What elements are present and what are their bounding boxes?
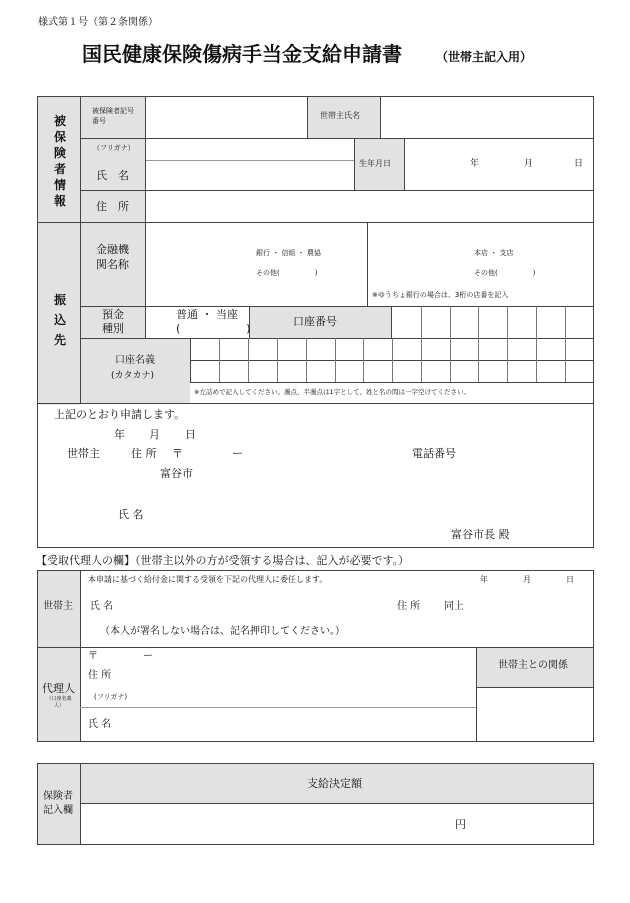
applicant-phone-field[interactable]: [470, 442, 588, 464]
branch-other[interactable]: その他( ): [474, 269, 536, 277]
delegation-day: 日: [566, 575, 574, 584]
household-head-name-field[interactable]: [381, 97, 593, 137]
relation-label: 世帯主との関係: [498, 660, 568, 671]
agent-postal-mark: 〒: [88, 651, 98, 662]
applicant-phone-label: 電話番号: [412, 447, 456, 460]
bank-other[interactable]: その他( ): [256, 269, 318, 277]
insured-number-label: 被保険者記号番号: [92, 107, 134, 125]
delegator-address-same: 同上: [444, 601, 464, 612]
delegator-name-field[interactable]: [130, 596, 380, 618]
furigana-label: （フリガナ）: [93, 144, 135, 152]
applicant-name-label: 氏 名: [118, 508, 144, 521]
agent-name-field[interactable]: [120, 712, 470, 738]
seal-note: （本人が署名しない場合は、記名押印してください。）: [100, 626, 345, 637]
birth-month-unit: 月: [524, 159, 534, 169]
insured-section-label: 被保険者情報: [53, 114, 66, 208]
birth-date-label: 生年月日: [359, 159, 391, 168]
bank-name-label: 金融機関名称: [96, 243, 129, 271]
delegation-month: 月: [523, 575, 531, 584]
agent-furigana-label: (フリガナ): [94, 693, 128, 701]
birth-day-unit: 日: [574, 159, 584, 169]
branch-types[interactable]: 本店 ・ 支店: [474, 249, 514, 257]
form-title: 国民健康保険傷病手当金支給申請書: [82, 42, 402, 66]
agent-sub-label: （口座名義人）: [46, 696, 72, 709]
household-head-name-label: 世帯主氏名: [320, 111, 360, 120]
application-month: 月: [149, 428, 160, 441]
applicant-name-field[interactable]: [160, 500, 360, 526]
amount-label: 支給決定額: [307, 777, 362, 790]
bank-types[interactable]: 銀行 ・ 信組 ・ 農協: [256, 249, 321, 257]
delegation-statement: 本申請に基づく給付金に関する受領を下記の代理人に委任します。: [88, 575, 328, 584]
deposit-types[interactable]: 普通 ・ 当座: [176, 308, 238, 321]
deposit-other[interactable]: ( ): [176, 322, 251, 335]
applicant-postal-dash: ー: [232, 447, 243, 460]
birth-year-unit: 年: [470, 159, 480, 169]
application-statement: 上記のとおり申請します。: [54, 408, 186, 421]
form-number: 様式第１号（第２条関係）: [38, 17, 158, 28]
applicant-address-label: 住 所: [131, 447, 157, 460]
account-number-label: 口座番号: [293, 315, 337, 328]
insurer-label-line1: 保険者: [43, 791, 73, 802]
amount-field[interactable]: [81, 804, 451, 844]
account-name-label: 口座名義: [115, 355, 155, 366]
agent-furigana-field[interactable]: [140, 689, 470, 706]
name-label: 氏 名: [96, 169, 129, 182]
insurer-label-line2: 記入欄: [43, 805, 73, 816]
agent-head-label: 世帯主: [43, 601, 73, 612]
transfer-section-label: 振込先: [53, 293, 66, 347]
agent-postal-dash: ー: [143, 651, 153, 662]
insured-number-field[interactable]: [146, 97, 306, 137]
agent-name-label: 氏 名: [88, 719, 112, 730]
applicant-head-label: 世帯主: [67, 447, 100, 460]
account-name-note: ※左詰めで記入してください。濁点、半濁点は1字として、姓と名の間は一字空けてください。: [194, 388, 470, 396]
form-subtitle: （世帯主記入用）: [436, 50, 533, 64]
name-field[interactable]: [146, 161, 353, 189]
account-name-field[interactable]: [191, 339, 593, 382]
application-year: 年: [114, 428, 125, 441]
agent-address-field[interactable]: [120, 666, 470, 686]
address-field[interactable]: [146, 191, 593, 221]
agent-label: 代理人: [42, 682, 75, 695]
application-day: 日: [185, 428, 196, 441]
delegation-year: 年: [480, 575, 488, 584]
agent-section-title: 【受取代理人の欄】（世帯主以外の方が受領する場合は、記入が必要です。）: [36, 554, 410, 567]
yucho-note: ※ゆうちょ銀行の場合は、3桁の店番を記入: [372, 291, 509, 299]
applicant-city: 富谷市: [160, 467, 193, 480]
account-number-field[interactable]: [392, 307, 593, 337]
furigana-field[interactable]: [146, 139, 353, 159]
agent-address-label: 住 所: [88, 670, 112, 681]
delegator-name-label: 氏 名: [90, 601, 114, 612]
applicant-postal-mark: 〒: [172, 447, 183, 460]
account-name-kana-label: (カタカナ): [111, 371, 155, 381]
addressee: 富谷市長 殿: [451, 528, 510, 541]
delegator-address-label: 住 所: [397, 601, 421, 612]
amount-yen-unit: 円: [455, 818, 466, 831]
relation-field[interactable]: [477, 688, 593, 741]
deposit-type-label: 預金種別: [102, 308, 124, 335]
address-label: 住 所: [96, 200, 129, 213]
